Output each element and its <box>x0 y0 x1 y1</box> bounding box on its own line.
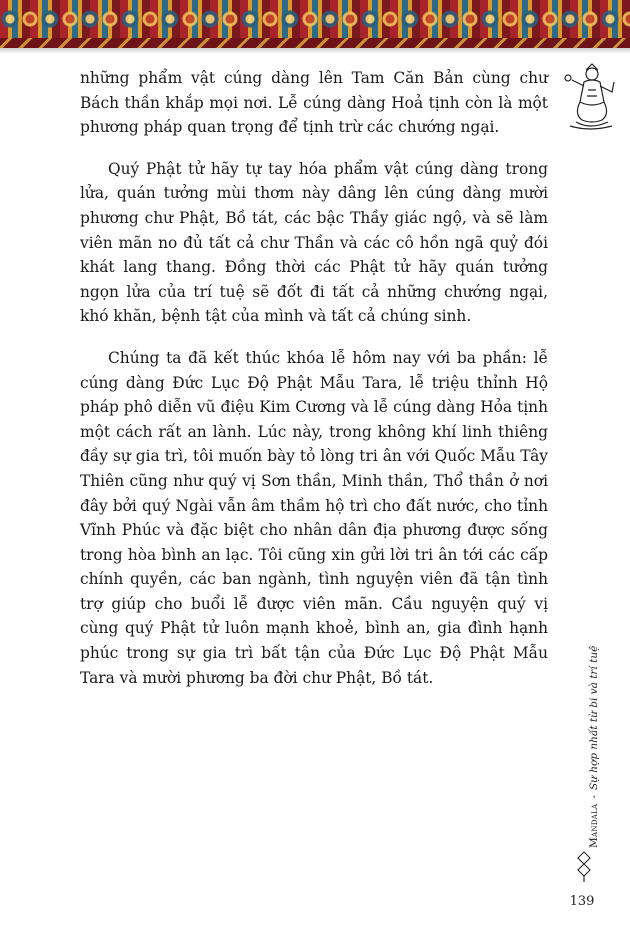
body-text <box>80 66 548 707</box>
ornamental-top-border <box>0 0 630 48</box>
book-subtitle: Sự hợp nhất từ bi và trí tuệ <box>588 645 600 791</box>
footer-separator: - <box>588 795 600 799</box>
paragraph-1: những phẩm vật cúng dàng lên Tam Căn Bản cùng chư Bách thần khắp mọi nơi. Lễ cúng dàng Hoả tịnh còn là một phương pháp quan trọng để tịnh trừ các chướng ngại. <box>80 69 548 137</box>
knot-ornament-icon <box>576 850 592 884</box>
border-shadow <box>0 48 630 54</box>
book-title: Mandala <box>588 803 600 848</box>
page-number: 139 <box>569 894 595 909</box>
running-footer <box>588 646 600 848</box>
paragraph-2: Quý Phật tử hãy tự tay hóa phẩm vật cúng dàng trong lửa, quán tưởng mùi thơm này dâng lên cúng dàng mười phương chư Phật, Bồ tát, các bậc Thầy giác ngộ, và sẽ làm viên mãn no đủ tất cả chư Thần và các cô hồn ngã quỷ đói khát lang thang. Đồng thời các Phật tử hãy quán tưởng ngọn lửa của trí tuệ sẽ đốt đi tất cả những chướng ngại, khó khăn, bệnh tật của mình và tất cả chúng sinh. <box>80 159 548 326</box>
deity-illustration-icon <box>562 62 618 132</box>
paragraph-3: Chúng ta đã kết thúc khóa lễ hôm nay với ba phần: lễ cúng dàng Đức Lục Độ Phật Mẫu Tara, lễ triệu thỉnh Hộ pháp phô diễn vũ điệu Kim Cương và lễ cúng dàng Hỏa tịnh một cách rất an lành. Lúc này, trong không khí linh thiêng đầy sự gia trì, tôi muốn bày tỏ lòng tri ân với Quốc Mẫu Tây Thiên cũng như quý vị Sơn thần, Minh thần, Thổ thần ở nơi đây bởi quý Ngài vẫn âm thầm hộ trì cho đất nước, cho tỉnh Vĩnh Phúc và đặc biệt cho nhân dân địa phương được sống trong hòa bình an lạc. Tôi cũng xin gửi lời tri ân tới các cấp chính quyền, các ban ngành, tình nguyện viên đã tận tình trợ giúp cho buổi lễ được viên mãn. Cầu nguyện quý vị cùng quý Phật tử luôn mạnh khoẻ, bình an, gia đình hạnh phúc trong sự gia trì bất tận của Đức Lục Độ Phật Mẫu Tara và mười phương ba đời chư Phật, Bồ tát. <box>80 348 548 687</box>
